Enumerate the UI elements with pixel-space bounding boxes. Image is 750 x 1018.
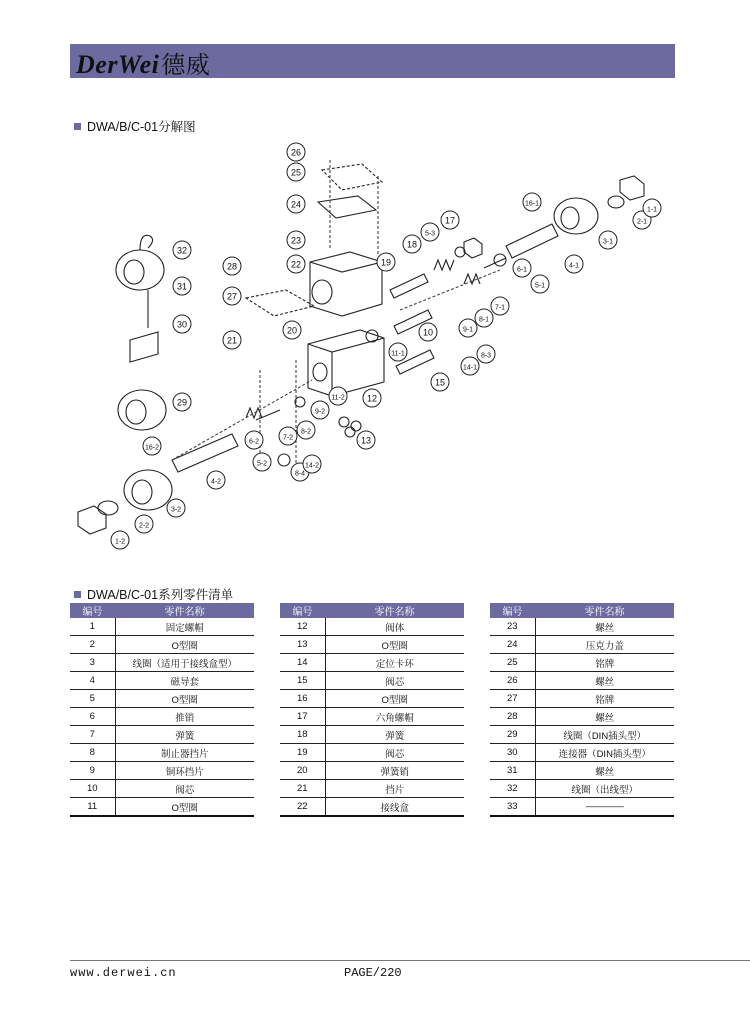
table-row — [70, 690, 254, 708]
junction-box-edge — [310, 262, 382, 272]
table-row — [70, 726, 254, 744]
table-row — [70, 744, 254, 762]
callout-text: 6-1 — [516, 266, 528, 274]
diagram-title: DWA/B/C-01分解图 — [87, 120, 196, 134]
callout-7-2 — [279, 427, 297, 445]
part-name: 弹簧销 — [325, 762, 464, 780]
table-row — [490, 780, 674, 798]
callout-text: 2-2 — [138, 522, 150, 530]
brand-name: DerWei — [76, 50, 160, 79]
table-row — [280, 744, 464, 762]
oring-2-1-shape — [608, 196, 624, 208]
oring-13c — [345, 427, 355, 437]
part-number: 24 — [490, 636, 535, 654]
callout-text: 24 — [290, 199, 302, 210]
nameplate-27-shape — [246, 290, 314, 316]
oring-11-shape — [366, 330, 378, 342]
valve-body-edge — [308, 338, 384, 396]
nut-1-2-shape — [78, 506, 106, 534]
callout-15 — [431, 373, 449, 391]
parts-table-1 — [70, 603, 254, 817]
callout-text: 16-2 — [144, 444, 160, 452]
col-header-name: 零件名称 — [325, 603, 464, 618]
callout-text: 21 — [226, 335, 238, 346]
part-name: 固定螺帽 — [115, 618, 254, 636]
callout-text: 26 — [290, 147, 302, 158]
callout-text: 25 — [290, 167, 302, 178]
callout-text: 29 — [176, 397, 188, 408]
part-number: 15 — [280, 672, 325, 690]
callout-text: 11-2 — [331, 394, 345, 402]
part-number: 12 — [280, 618, 325, 636]
callout-text: 7-1 — [494, 304, 506, 312]
table-row — [70, 654, 254, 672]
part-number: 21 — [280, 780, 325, 798]
part-name: 阀芯 — [115, 780, 254, 798]
part-name: 线圈（DIN插头型） — [535, 726, 674, 744]
parts-table-1-body — [70, 618, 254, 816]
callout-9-1 — [459, 319, 477, 337]
part-number: 5 — [70, 690, 115, 708]
table-row — [490, 744, 674, 762]
parts-table-2 — [280, 603, 464, 817]
callout-text: 8-3 — [480, 352, 492, 360]
part-number: 30 — [490, 744, 535, 762]
part-name: 线圈（出线型） — [535, 780, 674, 798]
part-number: 22 — [280, 798, 325, 817]
part-name: 定位卡环 — [325, 654, 464, 672]
brand-name-cn: 德威 — [161, 53, 211, 79]
table-row — [70, 618, 254, 636]
part-name: O型圈 — [115, 798, 254, 817]
callout-text: 5-2 — [256, 460, 268, 468]
callout-11-1 — [389, 343, 407, 361]
coil-32-wire — [140, 235, 153, 250]
part-name: 弹簧 — [325, 726, 464, 744]
callout-text: 20 — [286, 325, 298, 336]
part-name: 弹簧 — [115, 726, 254, 744]
callout-6-2 — [245, 431, 263, 449]
part-number: 4 — [70, 672, 115, 690]
part-number: 10 — [70, 780, 115, 798]
callout-text: 8-2 — [300, 428, 312, 436]
callout-text: 3-2 — [170, 506, 182, 514]
part-number: 9 — [70, 762, 115, 780]
callout-18 — [403, 235, 421, 253]
callout-text: 1-2 — [114, 538, 126, 546]
part-name: O型圈 — [115, 690, 254, 708]
callout-10 — [419, 323, 437, 341]
table-row — [280, 618, 464, 636]
exploded-view-diagram — [60, 140, 680, 560]
callout-30 — [173, 315, 191, 333]
table-row — [490, 672, 674, 690]
table-row — [490, 636, 674, 654]
footer-divider — [70, 960, 750, 961]
table-row — [70, 780, 254, 798]
part-number: 8 — [70, 744, 115, 762]
callout-8-2 — [297, 421, 315, 439]
callout-5-3 — [421, 223, 439, 241]
coil-29-shape — [118, 390, 166, 430]
callout-text: 10 — [422, 327, 434, 338]
part-number: 31 — [490, 762, 535, 780]
part-number: 14 — [280, 654, 325, 672]
header-bar — [70, 44, 675, 78]
table-row — [280, 798, 464, 817]
callout-text: 9-2 — [314, 408, 326, 416]
part-name: 螺丝 — [535, 708, 674, 726]
callout-3-2 — [167, 499, 185, 517]
callout-28 — [223, 257, 241, 275]
callout-text: 14-2 — [304, 462, 320, 470]
diagram-parts — [78, 160, 644, 534]
callout-14-2 — [303, 455, 321, 473]
callout-20 — [283, 321, 301, 339]
part-name: 线圈（适用于接线盒型） — [115, 654, 254, 672]
callout-text: 8-1 — [478, 316, 490, 324]
callout-13 — [357, 431, 375, 449]
callout-text: 7-2 — [282, 434, 294, 442]
callout-text: 1-1 — [646, 206, 658, 214]
oring-5-2-shape — [278, 454, 290, 466]
part-name: 制止器挡片 — [115, 744, 254, 762]
callout-21 — [223, 331, 241, 349]
callout-3-1 — [599, 231, 617, 249]
part-name: 螺丝 — [535, 672, 674, 690]
parts-section-title — [74, 585, 233, 603]
footer-page-number: PAGE/220 — [344, 966, 402, 980]
junction-box-port — [312, 280, 332, 304]
part-name: 阀体 — [325, 618, 464, 636]
callout-8-1 — [475, 309, 493, 327]
table-row — [280, 780, 464, 798]
part-name: 铭牌 — [535, 654, 674, 672]
oring-5-1-shape — [494, 254, 506, 266]
part-number: 1 — [70, 618, 115, 636]
bullet-square-icon — [74, 591, 81, 598]
coil-3-2-shape — [124, 470, 172, 510]
callout-text: 15 — [434, 377, 446, 388]
callout-text: 11-1 — [391, 350, 405, 358]
cover-24-shape — [318, 196, 376, 218]
col-header-name: 零件名称 — [535, 603, 674, 618]
part-name: 接线盒 — [325, 798, 464, 817]
callout-text: 5-1 — [534, 282, 546, 290]
table-row — [280, 708, 464, 726]
callout-17 — [441, 211, 459, 229]
coil-3-2-hole — [132, 480, 152, 504]
part-name: 连接器（DIN插头型） — [535, 744, 674, 762]
callout-text: 22 — [290, 259, 302, 270]
callout-4-2 — [207, 471, 225, 489]
callout-text: 23 — [290, 235, 302, 246]
parts-table-3 — [490, 603, 674, 817]
table-row — [70, 762, 254, 780]
coil-32-hole — [124, 260, 144, 284]
part-number: 26 — [490, 672, 535, 690]
part-name: 铜环挡片 — [115, 762, 254, 780]
part-number: 32 — [490, 780, 535, 798]
callout-22 — [287, 255, 305, 273]
callout-text: 28 — [226, 261, 238, 272]
callout-14-1 — [461, 357, 479, 375]
callout-25 — [287, 163, 305, 181]
brand-logo — [76, 45, 210, 80]
oring-2-2-shape — [98, 501, 118, 515]
table-row — [490, 726, 674, 744]
part-number: 13 — [280, 636, 325, 654]
table-row — [280, 726, 464, 744]
table-row — [490, 690, 674, 708]
callout-text: 4-1 — [568, 262, 580, 270]
part-name: O型圈 — [325, 690, 464, 708]
part-number: 2 — [70, 636, 115, 654]
table-row — [490, 762, 674, 780]
table-row — [490, 708, 674, 726]
coil-3-1-hole — [561, 207, 579, 229]
callout-text: 4-2 — [210, 478, 222, 486]
callout-5-1 — [531, 275, 549, 293]
table-row — [280, 636, 464, 654]
part-number: 11 — [70, 798, 115, 817]
callout-text: 31 — [176, 281, 188, 292]
callout-19 — [377, 253, 395, 271]
callout-1-2 — [111, 531, 129, 549]
part-name: O型圈 — [325, 636, 464, 654]
callout-4-1 — [565, 255, 583, 273]
parts-table-2-body — [280, 618, 464, 816]
callout-labels — [111, 143, 661, 549]
spring-18-shape — [434, 260, 454, 270]
diagram-section-title — [74, 117, 196, 135]
callout-6-1 — [513, 259, 531, 277]
part-number: 17 — [280, 708, 325, 726]
part-number: 23 — [490, 618, 535, 636]
part-name: O型圈 — [115, 636, 254, 654]
table-row — [490, 654, 674, 672]
part-name: 挡片 — [325, 780, 464, 798]
callout-text: 19 — [380, 257, 392, 268]
tube-4-2-shape — [172, 434, 238, 472]
callout-5-2 — [253, 453, 271, 471]
assembly-dashed-lines — [172, 160, 500, 470]
part-number: 27 — [490, 690, 535, 708]
table-row — [280, 654, 464, 672]
nameplate-25-shape — [322, 164, 382, 190]
callout-text: 30 — [176, 319, 188, 330]
callout-text: 12 — [366, 393, 378, 404]
dash-top-cover — [330, 160, 378, 256]
callout-text: 18 — [406, 239, 418, 250]
callout-text: 3-1 — [602, 238, 614, 246]
col-header-no: 编号 — [70, 603, 115, 618]
part-number: 19 — [280, 744, 325, 762]
part-number: 18 — [280, 726, 325, 744]
coil-29-hole — [126, 400, 146, 424]
table-row — [70, 636, 254, 654]
callout-27 — [223, 287, 241, 305]
part-number: 16 — [280, 690, 325, 708]
part-name: 压克力盖 — [535, 636, 674, 654]
callout-9-2 — [311, 401, 329, 419]
part-number: 20 — [280, 762, 325, 780]
col-header-no: 编号 — [280, 603, 325, 618]
spool-19-shape — [390, 274, 428, 298]
part-name: ———— — [535, 798, 674, 817]
part-name: 六角螺帽 — [325, 708, 464, 726]
spring-7-1-shape — [464, 274, 480, 284]
table-row — [280, 672, 464, 690]
dash-axis — [172, 270, 500, 460]
callout-26 — [287, 143, 305, 161]
table-row — [280, 690, 464, 708]
callout-8-3 — [477, 345, 495, 363]
parts-table-3-body — [490, 618, 674, 816]
callout-23 — [287, 231, 305, 249]
valve-body-port — [313, 363, 327, 381]
part-name: 阀芯 — [325, 672, 464, 690]
callout-text: 13 — [360, 435, 372, 446]
callout-24 — [287, 195, 305, 213]
callout-31 — [173, 277, 191, 295]
footer-url: www.derwei.cn — [70, 966, 177, 980]
callout-text: 9-1 — [462, 326, 474, 334]
callout-text: 8-4 — [294, 470, 306, 478]
callout-11-2 — [329, 387, 347, 405]
table-row — [490, 618, 674, 636]
callout-text: 16-1 — [524, 200, 540, 208]
table-row — [490, 798, 674, 817]
connector-30-shape — [130, 332, 158, 362]
oring-13a — [339, 417, 349, 427]
callout-text: 14-1 — [462, 364, 478, 372]
part-name: 阀芯 — [325, 744, 464, 762]
part-name: 铭牌 — [535, 690, 674, 708]
col-header-name: 零件名称 — [115, 603, 254, 618]
callout-text: 32 — [176, 245, 188, 256]
parts-title: DWA/B/C-01系列零件清单 — [87, 588, 234, 602]
part-number: 29 — [490, 726, 535, 744]
callout-7-1 — [491, 297, 509, 315]
callout-text: 5-3 — [424, 230, 436, 238]
callout-text: 6-2 — [248, 438, 260, 446]
part-number: 6 — [70, 708, 115, 726]
part-number: 25 — [490, 654, 535, 672]
bullet-square-icon — [74, 123, 81, 130]
part-number: 7 — [70, 726, 115, 744]
coil-32-shape — [116, 250, 164, 290]
callout-text: 2-1 — [636, 218, 648, 226]
callout-16-1 — [523, 193, 541, 211]
junction-box-22-shape — [310, 252, 382, 316]
part-name: 推销 — [115, 708, 254, 726]
callout-text: 17 — [444, 215, 456, 226]
callout-1-1 — [643, 199, 661, 217]
callout-29 — [173, 393, 191, 411]
nut-1-1-shape — [620, 176, 644, 200]
part-name: 磁导套 — [115, 672, 254, 690]
table-row — [70, 798, 254, 817]
oring-13b — [351, 421, 361, 431]
part-name: 螺丝 — [535, 618, 674, 636]
callout-12 — [363, 389, 381, 407]
hex-nut-17-shape — [464, 238, 482, 258]
callout-2-2 — [135, 515, 153, 533]
part-number: 28 — [490, 708, 535, 726]
part-name: 螺丝 — [535, 762, 674, 780]
table-row — [70, 708, 254, 726]
table-row — [280, 762, 464, 780]
callout-text: 27 — [226, 291, 238, 302]
callout-32 — [173, 241, 191, 259]
part-number: 33 — [490, 798, 535, 817]
table-row — [70, 672, 254, 690]
tube-4-1-shape — [506, 224, 558, 258]
callout-16-2 — [143, 437, 161, 455]
col-header-no: 编号 — [490, 603, 535, 618]
part-number: 3 — [70, 654, 115, 672]
